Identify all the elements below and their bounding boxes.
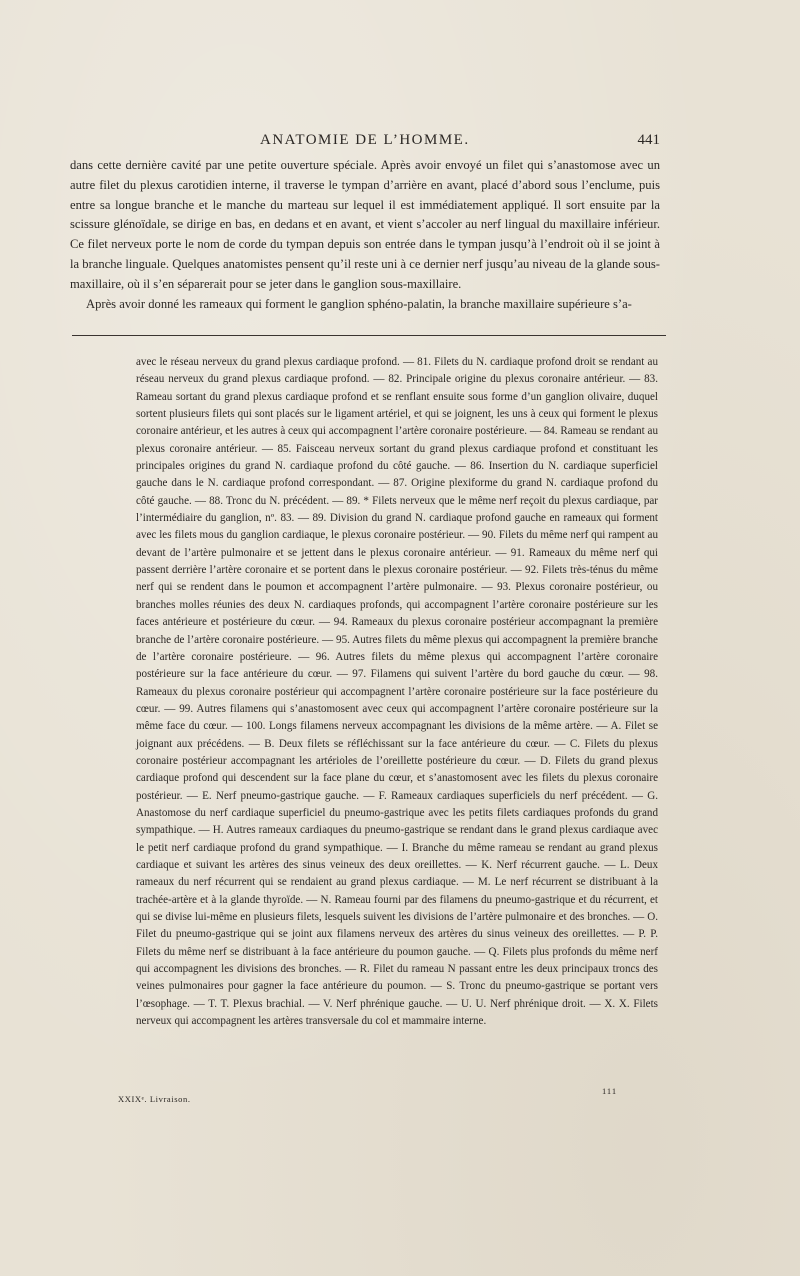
header-title: ANATOMIE DE L’HOMME. xyxy=(260,132,470,148)
signature-mark: 111 xyxy=(602,1086,618,1096)
main-text xyxy=(70,156,660,314)
page-number: 441 xyxy=(637,132,660,148)
paragraph: dans cette dernière cavité par une petite ouverture spéciale. Après avoir envoyé un filet qui s’anastomose avec un autre filet du plexus carotidien interne, il traverse le tympan d’arrière en avant, placé d’abord sous l’enclume, puis entre sa longue branche et le manche du marteau sur lequel il est immédiatement appliqué. Il sort ensuite par la scissure glénoïdale, se dirige en bas, en dedans et en avant, et vient s’accoler au nerf lingual du maxillaire inférieur. Ce filet nerveux porte le nom de corde du tympan depuis son entrée dans le tympan jusqu’à l’endroit où il se joint à la branche linguale. Quelques anatomistes pensent qu’il reste uni à ce dernier nerf jusqu’au niveau de la glande sous-maxillaire, où il s’en séparerait pour se jeter dans le ganglion sous-maxillaire. xyxy=(70,158,660,291)
running-header xyxy=(70,132,660,154)
paragraph: Après avoir donné les rameaux qui forment le ganglion sphéno-palatin, la branche maxillaire supérieure s’a- xyxy=(86,296,632,311)
legend-paragraph: avec le réseau nerveux du grand plexus cardiaque profond. — 81. Filets du N. cardiaque profond droit se rendant au réseau nerveux du grand plexus cardiaque profond. — 82. Principale origine du plexus coronaire antérieur. — 83. Rameau sortant du grand plexus cardiaque profond et se renflant ensuite sous forme d’un ganglion olivaire, duquel sortent plusieurs filets qui sont placés sur le ligament artériel, et qui se joignent, les uns à ceux qui forment le plexus coronaire antérieur, et les autres à ceux qui accompagnent l’artère coronaire postérieure. — 84. Rameau se rendant au plexus coronaire antérieur. — 85. Faisceau nerveux sortant du grand plexus cardiaque profond et constituant les principales origines du grand N. cardiaque profond du côté gauche. — 86. Insertion du N. cardiaque superficiel gauche dans le N. cardiaque profond correspondant. — 87. Origine plexiforme du grand N. cardiaque profond du côté gauche. — 88. Tronc du N. précédent. — 89. * Filets nerveux que le même nerf reçoit du plexus cardiaque, par l’intermédiaire du ganglion, nº. 83. — 89. Division du grand N. cardiaque profond gauche en rameaux qui forment avec les filets mous du ganglion cardiaque, le plexus coronaire postérieur. — 90. Filets du même nerf qui rampent au devant de l’artère pulmonaire et se jettent dans le plexus coronaire antérieur. — 91. Rameaux du même nerf qui passent derrière l’artère coronaire et se portent dans le plexus coronaire postérieur. — 92. Filets très-ténus du même nerf qui se rendent dans le poumon et accompagnent l’artère pulmonaire. — 93. Plexus coronaire postérieur, ou branches molles réunies des deux N. cardiaques profonds, qui accompagnent l’artère coronaire postérieure sur les faces antérieure et postérieure du cœur. — 94. Rameaux du plexus coronaire postérieur accompagnant la première branche de l’artère coronaire postérieure. — 95. Autres filets du même plexus qui accompagnent la première branche de l’artère coronaire postérieure. — 96. Autres filets du même plexus qui accompagnent l’artère coronaire postérieure sur la face antérieure du cœur. — 97. Filamens qui suivent l’artère du bord gauche du cœur. — 98. Rameaux du plexus coronaire postérieur qui accompagnent l’artère coronaire postérieure sur la face postérieure du cœur. — 99. Autres filamens qui s’anastomosent avec ceux qui accompagnent l’artère coronaire postérieure sur la même face du cœur. — 100. Longs filamens nerveux accompagnant les divisions de la même artère. — A. Filet se joignant aux précédens. — B. Deux filets se réfléchissant sur la face antérieure du cœur. — C. Filets du plexus coronaire postérieur accompagnant les artérioles de l’oreillette postérieure du cœur. — D. Filets du grand plexus cardiaque profond qui descendent sur la face plane du cœur, et s’anastomosent avec les filets du plexus coronaire postérieur. — E. Nerf pneumo-gastrique gauche. — F. Rameaux cardiaques superficiels du nerf précédent. — G. Anastomose du nerf cardiaque superficiel du pneumo-gastrique avec les petits filets cardiaques profonds du grand sympathique. — H. Autres rameaux cardiaques du pneumo-gastrique se rendant dans le grand plexus cardiaque avec le petit nerf cardiaque profond du grand sympathique. — I. Branche du même rameau se rendant au grand plexus cardiaque et suivant les artères des sinus veineux des deux oreillettes. — K. Nerf récurrent gauche. — L. Deux rameaux du nerf récurrent qui se rendaient au grand plexus cardiaque. — M. Le nerf récurrent se distribuant à la trachée-artère et à la glande thyroïde. — N. Rameau fourni par des filamens du pneumo-gastrique et du récurrent, et qui se divise lui-même en plusieurs filets, lesquels suivent les divisions de l’artère pulmonaire et des bronches. — O. Filet du pneumo-gastrique qui se joint aux filamens nerveux des artères du sinus veineux des oreillettes. — P. P. Filets du même nerf se distribuant à la face antérieure du poumon gauche. — Q. Filets plus profonds du même nerf qui accompagnent les divisions des bronches. — R. Filet du rameau N passant entre les deux principaux troncs des veines pulmonaires pour gagner la face antérieure du poumon. — S. Tronc du pneumo-gastrique se portant vers l’œsophage. — T. T. Plexus brachial. — V. Nerf phrénique gauche. — U. U. Nerf phrénique droit. — X. X. Filets nerveux qui accompagnent les artères transversale du col et mammaire interne. xyxy=(136,356,658,1028)
figure-legend xyxy=(136,354,658,1030)
livraison-mark: XXIXᵉ. Livraison. xyxy=(118,1094,191,1104)
separator-rule xyxy=(72,335,666,336)
